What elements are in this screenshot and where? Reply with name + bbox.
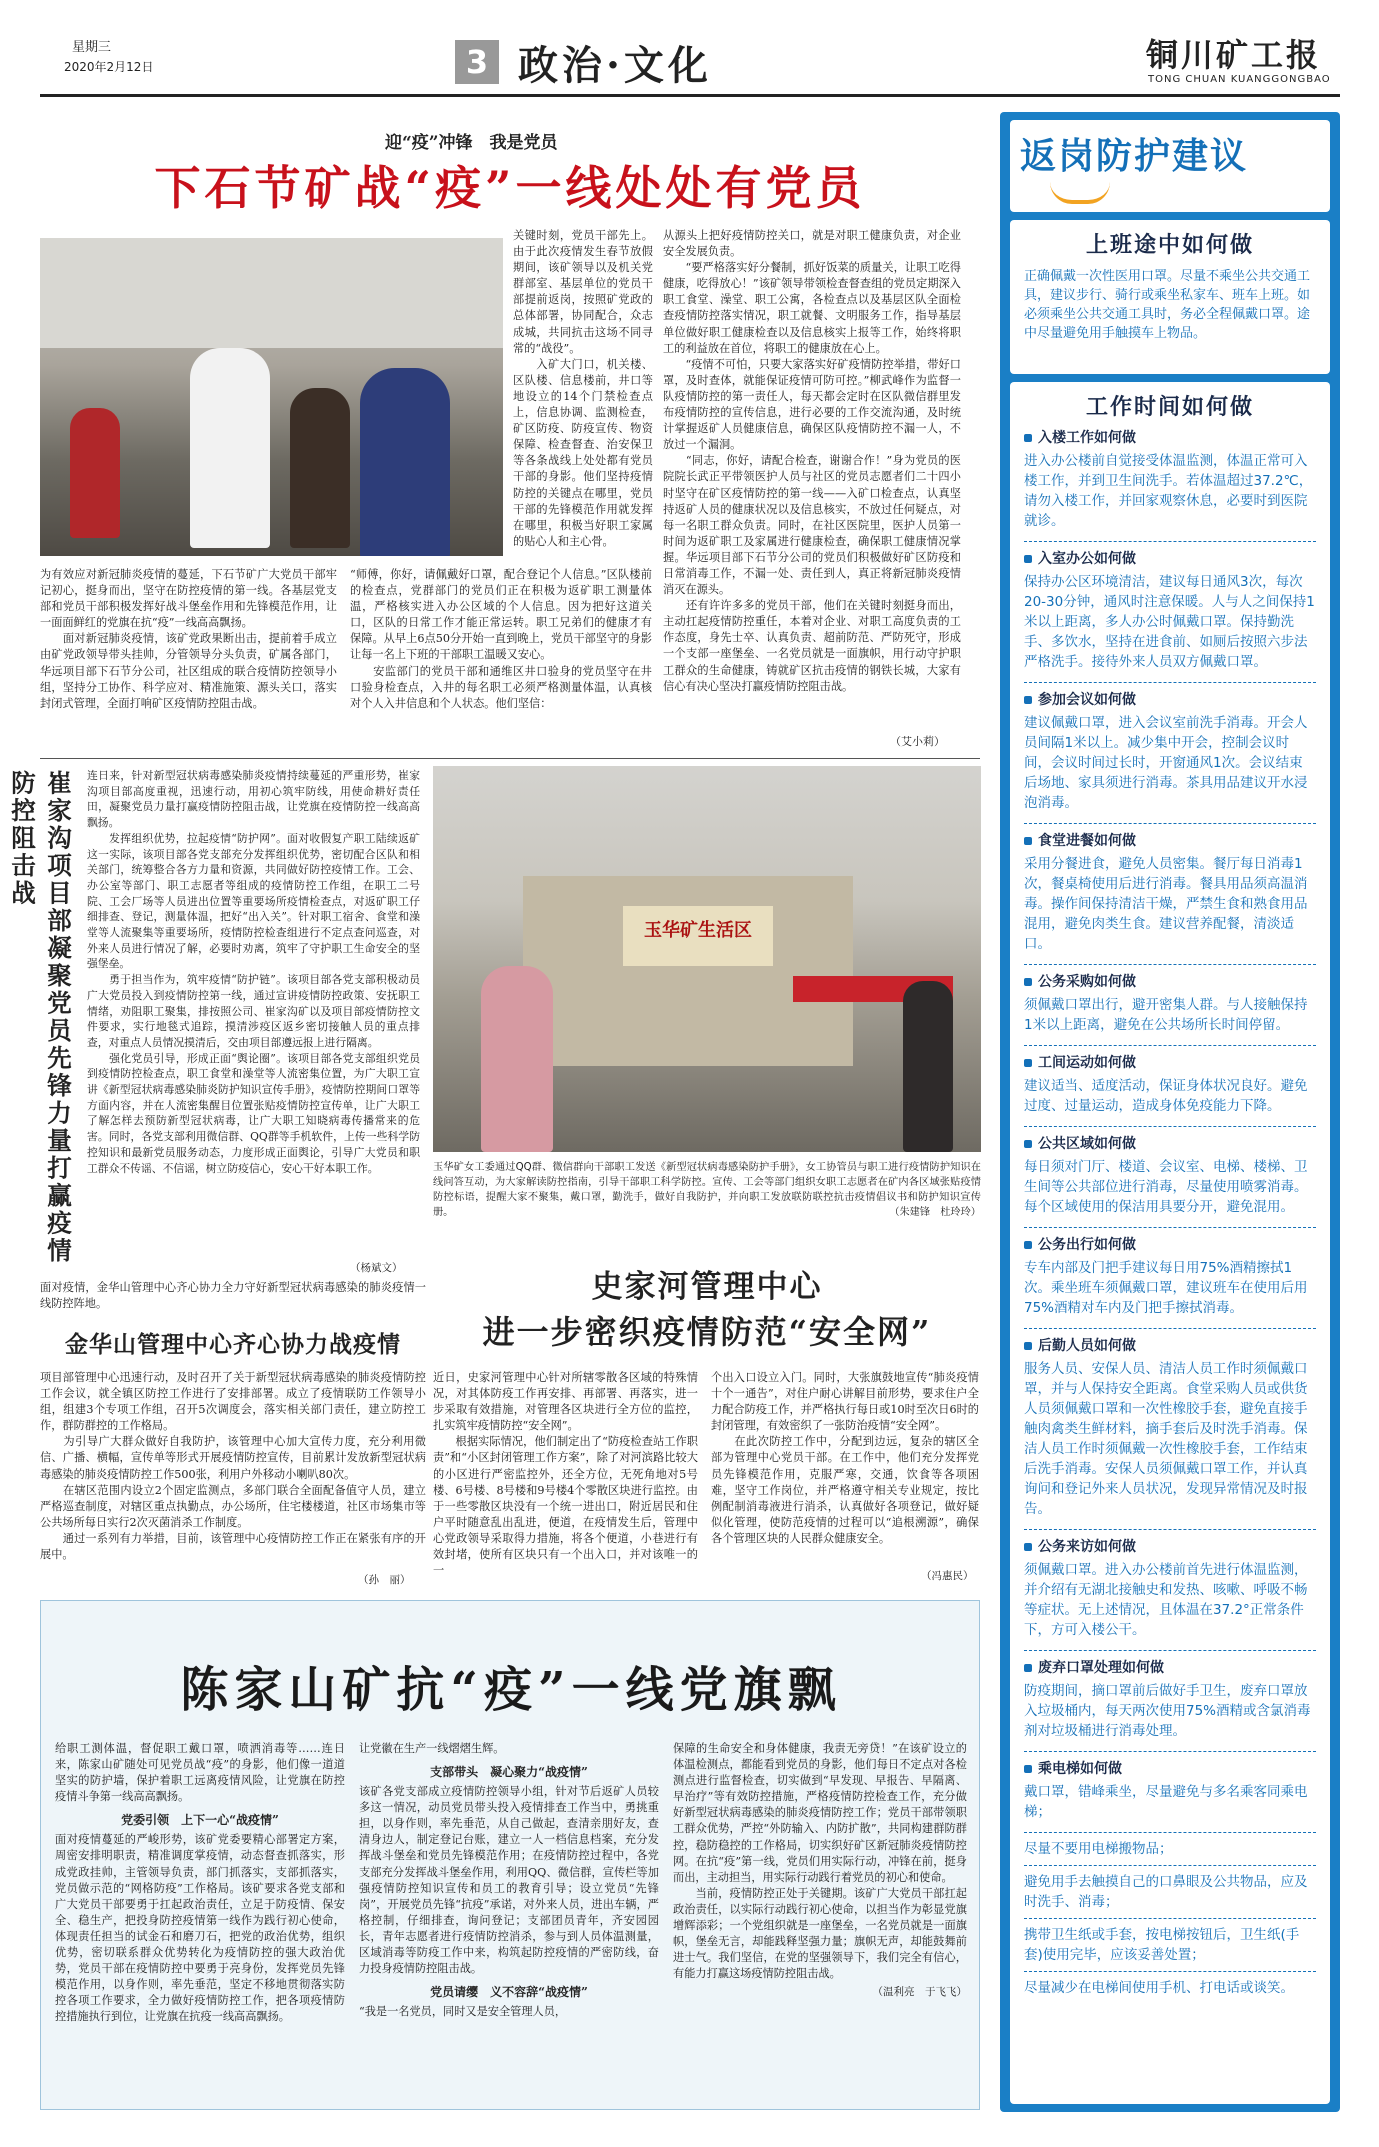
- article-cuijiagou: [8, 764, 426, 1280]
- article-column-c: [673, 1741, 967, 2101]
- byline: （温利亮 于飞飞）: [872, 1986, 967, 1999]
- tip-heading-text: 后勤人员如何做: [1038, 1338, 1136, 1354]
- bullet-icon: [1024, 1241, 1032, 1249]
- sidebar-prevention-tips: [1000, 112, 1340, 2112]
- tip-body: 建议适当、适度活动，保证身体状况良好。避免过度、过量运动，造成身体免疫能力下降。: [1024, 1078, 1308, 1114]
- tip-heading: [1024, 1657, 1316, 1677]
- photo-gate-wall: [523, 876, 853, 1066]
- tip-heading: [1024, 689, 1316, 709]
- article-kicker: 迎“疫”冲锋 我是党员: [385, 133, 558, 153]
- page-header: [0, 0, 1379, 100]
- tip-divider: [1024, 1328, 1316, 1329]
- tip-body: 须佩戴口罩。进入办公楼前首先进行体温监测，并介绍有无湖北接触史和发热、咳嗽、呼吸不畅等症状。无上述情况，且体温在37.2°正常条件下，方可入楼公干。: [1024, 1562, 1308, 1638]
- article-paragraph: 该矿各党支部成立疫情防控领导小组，针对节后返矿人员较多这一情况，动员党员带头投入疫情排查工作当中，勇挑重担，以身作则，率先垂范，从自己做起，查清亲朋好友，查清身边人，制定登记台账，建立一人一档信息档案，充分发挥战斗堡垒和党员先锋模范作用；在疫情防控过程中，各党支部充分发挥战斗堡垒作用，利用QQ、微信群，宣传栏等加强疫情防控知识宣传和员工的教育引导；设立党员“先锋岗”，开展党员先锋“抗疫”承诺，对外来人员，进出车辆，严格控制，仔细排查，询问登记；支部团员青年，齐安园园长，青年志愿者进行疫情防控消杀，参与到人员体温测量，区域消毒等防疫工作中来，构筑起防控疫情的严密防线，奋力投身疫情防控阻击战。: [359, 1785, 659, 1976]
- gate-sign-text: 玉华矿生活区: [644, 920, 752, 941]
- headline-line2: 进一步密织疫情防范“安全网”: [482, 1313, 932, 1351]
- bullet-icon: [1024, 555, 1032, 563]
- tip-heading: [1024, 427, 1316, 447]
- work-section: [1010, 382, 1330, 2104]
- tip-divider: [1024, 1650, 1316, 1651]
- article-chenjiashan: [40, 1600, 980, 2110]
- paper-pinyin: TONG CHUAN KUANGGONGBAO: [1148, 74, 1331, 85]
- photo-caption: [433, 1160, 981, 1246]
- elevator-tip: 尽量减少在电梯间使用手机、打电话或谈笑。: [1024, 1980, 1294, 1996]
- tip-divider: [1024, 1918, 1316, 1919]
- tip-list: [1024, 427, 1316, 1833]
- article-body: 连日来，针对新型冠状病毒感染肺炎疫情持续蔓延的严重形势，崔家沟项目部高度重视，迅速行动，用初心筑牢防线，用使命耕好责任田，凝聚党员力量打赢疫情防控阻击战，让党旗在疫情防控一线高高飘扬。 发挥组织优势，拉起疫情“防护网”。面对收假复产职工陆续返矿这一实际，该项目部各党支部充分发挥组织优势，密切配合区队和相关部门，统筹整合各方力量和资源，共同做好防控疫情工作。工会、办公室等部门、职工志愿者等组成的疫情防控工作组，在职工二号院、工会厂场等人员进出位置等重要场所疫情检查点，对返矿职工仔细排查、登记，测量体温，把好“出入关”。针对职工宿舍、食堂和澡堂等人流聚集等重要场所，疫情防控检查组进行不定点查问巡查，对外来人员进行情况了解，必要时劝离，筑牢了守护职工生命安全的坚强堡垒。 勇于担当作为，筑牢疫情“防护链”。该项目部各党支部积极动员广大党员投入到疫情防控第一线，通过宣讲疫情防控政策、安抚职工情绪，劝阻职工聚集，排按照公司、崔家沟矿以及项目部疫情防控文件要求，实行地毯式追踪，摸清涉疫区返乡密切接触人员的重点排查，对重点人员情况摸清后，交由项目部遵远报上进行隔离。 强化党员引导，形成正面“舆论圈”。该项目部各党支部组织党员到疫情防控检查点，职工食堂和澡堂等人流密集位置，为广大职工宣讲《新型冠状病毒感染肺炎防护知识宣传手册》，疫情防控期间口罩等方面内容，并在人流密集醒目位置张贴疫情防控宣传单，让广大职工了解怎样去预防新型冠状病毒，让广大职工知晓病毒传播常来的危害。同时，各党支部利用微信群、QQ群等手机软件，上传一些科学防控知识和最新党员服务动态，力度形成正面舆论，引导广大党员和职工群众不传谣、不信谣，树立防疫信心，安心干好本职工作。: [87, 769, 420, 1175]
- tip-heading: [1024, 1133, 1316, 1153]
- article-column: 近日，史家河管理中心针对所辖零散各区域的特殊情况，对其体防疫工作再安排、再部署、再落实，进一步采取有效措施，对管理各区块进行全方位的监控，扎实筑牢疫情防控“安全网”。 根据实际情况，他们制定出了“防疫检查站工作职责”和“小区封闭管理工作方案”，除了对河滨路比较大的小区进行严密监控外，还全方位，无死角地对5号楼、6号楼、8号楼和9号楼4个零散区块进行监控。由于一些零散区块没有一个统一进出口，附近居民和住户平时随意乱出乱进，便道，在疫情发生后，管理中心党政领导采取得力措施，将各个便道，小巷进行有效封堵，使所有区块只有一个出入口，并对该唯一的一: [433, 1371, 698, 1578]
- tip-body: 服务人员、安保人员、清洁人员工作时须佩戴口罩，并与人保持安全距离。食堂采购人员或供货人员须佩戴口罩和一次性橡胶手套，避免直接手触肉禽类生鲜材料，摘手套后及时洗手消毒。保洁人员工作时须佩戴一次性橡胶手套，工作结束后洗手消毒。安保人员须佩戴口罩工作，并认真询问和登记外来人员状况，发现异常情况及时报告。: [1024, 1361, 1308, 1517]
- tip-heading-text: 工间运动如何做: [1038, 1055, 1136, 1071]
- caption-byline: （朱建锋 杜玲玲）: [889, 1207, 981, 1218]
- elevator-tips: [1024, 1839, 1316, 1998]
- photo-person-dark: [290, 388, 350, 548]
- photo-person-white: [190, 348, 270, 548]
- tip-heading: [1024, 1234, 1316, 1254]
- article-headline: 陈家山矿抗“疫”一线党旗飘: [180, 1662, 842, 1718]
- tip-heading-text: 废弃口罩处理如何做: [1038, 1660, 1164, 1676]
- article-subheading: 支部带头 凝心聚力“战疫情”: [430, 1765, 588, 1780]
- bullet-icon: [1024, 978, 1032, 986]
- article-paragraph: 保障的生命安全和身体健康，我责无旁贷！”在该矿设立的体温检测点，都能看到党员的身影，他们每日不定点对各检测点进行监督检查，切实做到“早发现、早报告、早隔离、早治疗”等有效防控措施，严格疫情防控检查工作，充分做好新型冠状病毒感染的肺炎疫情防控工作；党员干部带领职工群众优势，严控“外防输入、内防扩散”，共同构建群防群控，稳防稳控的工作格局，切实织好矿区新冠肺炎疫情防控网。在抗“疫”第一线，党员们用实际行动，冲锋在前，挺身而出，主动担当，用实际行动践行着党员的初心和使命。 当前，疫情防控正处于关键期。该矿广大党员干部扛起政治责任，以实际行动践行初心使命，以担当作为彰显党旗增辉添彩；一个党组织就是一座堡垒，一名党员就是一面旗帜，堡垒无言，却能践释坚强力量；旗帜无声，却能鼓舞前进士气。我们坚信，在党的坚强领导下，我们完全有信心，有能力打赢这场疫情防控阻击战。: [673, 1742, 967, 1981]
- article-paragraph: 让党徽在生产一线熠熠生辉。: [359, 1742, 505, 1755]
- tip-heading-text: 食堂进餐如何做: [1038, 833, 1136, 849]
- header-rule: [40, 94, 1340, 97]
- sidebar-title: 返岗防护建议: [1020, 136, 1249, 177]
- tip-divider: [1024, 1126, 1316, 1127]
- tip-body: 建议佩戴口罩，进入会议室前洗手消毒。开会人员间隔1米以上。减少集中开会，控制会议时间，会议时间过长时，开窗通风1次。会议结束后场地、家具须进行消毒。茶具用品建议开水浸泡消毒。: [1024, 715, 1308, 811]
- photo-yuhua-mine: [433, 766, 981, 1152]
- tip-divider: [1024, 1529, 1316, 1530]
- tip-divider: [1024, 1832, 1316, 1833]
- vertical-headline: 崔家沟项目部凝聚党员先锋力量打赢疫情防控阻击战: [8, 770, 73, 1265]
- tip-heading-text: 公务采购如何做: [1038, 974, 1136, 990]
- tip-heading: [1024, 971, 1316, 991]
- article-body: 项目部管理中心迅速行动，及时召开了关于新型冠状病毒感染的肺炎疫情防控工作会议，就全镇区防控工作进行了安排部署。成立了疫情联防工作领导小组，组建3个专项工作组，召开5次调度会，落实相关部门责任，建立防控工作，群防群控的工作格局。 为引导广大群众做好自我防护，该管理中心加大宣传力度，充分利用微信、广播、横幅，宣传单等形式开展疫情防控宣传，目前累计发放新型冠状病毒感染的肺炎疫情防控工作500张，利用户外移动小喇叭80次。 在辖区范围内设立2个固定监测点，多部门联合全面配备值守人员，建立严格巡查制度，对辖区重点执勤点，办公场所，住宅楼楼道，社区市场集市等公共场所每日实行2次灭菌消杀工作制度。 通过一系列有力举措，目前，该管理中心疫情防控工作正在紧张有序的开展中。: [40, 1371, 426, 1562]
- headline-line1: 史家河管理中心: [591, 1269, 823, 1305]
- article-xiashijie: [40, 110, 980, 750]
- article-headline: 金华山管理中心齐心协力战疫情: [65, 1331, 401, 1358]
- article-column: “师傅，你好，请佩戴好口罩，配合登记个人信息。”区队楼前的检查点，党群部门的党员们正在积极为返矿职工测量体温，严格核实进入办公区域的个人信息。因为把好这道关口，区队的日常工作才能正常运转。职工兄弟们的健康才有保障。从早上6点50分开始一直到晚上，党员干部坚守的身影让每一名上下班的干部职工温暖又安心。 安监部门的党员干部和通维区井口验身的党员坚守在井口验身检查点，入井的每名职工必须严格测量体温，认真核对个人入井信息和个人状态。他们坚信：: [350, 568, 652, 710]
- tip-divider: [1024, 964, 1316, 965]
- sidebar-banner: [1010, 120, 1330, 212]
- bullet-icon: [1024, 1543, 1032, 1551]
- bullet-icon: [1024, 1765, 1032, 1773]
- elevator-tip: 尽量不要用电梯搬物品；: [1024, 1841, 1173, 1857]
- tip-heading-text: 公务来访如何做: [1038, 1539, 1136, 1555]
- article-paragraph: “我是一名党员，同时又是安全管理人员，: [359, 2005, 567, 2019]
- article-column-a: [55, 1741, 345, 2101]
- tip-heading-text: 入楼工作如何做: [1038, 430, 1136, 446]
- tip-divider: [1024, 541, 1316, 542]
- tip-heading-text: 乘电梯如何做: [1038, 1761, 1122, 1777]
- section-title: 政治·文化: [518, 42, 712, 89]
- article-column: 个出入口设立入门。同时，大张旗鼓地宣传“肺炎疫情十个一通告”，对住户耐心讲解目前形势，要求住户全力配合防疫工作，并严格执行每日或10时至次日6时的封闭管理，有效密织了一张防治疫情“安全网”。 在此次防控工作中，分配到边远，复杂的辖区全部为管理中心党员干部。在工作中，他们充分发挥党员先锋模范作用，克服严寒，交通，饮食等各项困难，坚守工作岗位，并严格遵守相关专业规定，按比例配制消毒液进行消杀，认真做好各项登记，做好疑似化管理，使防范疫情的过程可以“追根溯源”，确保各个管理区块的人民群众健康安全。: [711, 1371, 979, 1545]
- article-column: 为有效应对新冠肺炎疫情的蔓延，下石节矿广大党员干部牢记初心，挺身而出，坚守在防控疫情的第一线。各基层党支部和党员干部积极发挥好战斗堡垒作用和先锋模范作用，让一面面鲜红的党旗在抗“疫”一线高高飘扬。 面对新冠肺炎疫情，该矿党政果断出击，提前着手成立由矿党政领导带头挂帅，分管领导分头负责，矿属各部门，华远项目部下石节分公司，社区组成的联合疫情防控领导小组，坚持分工协作、科学应对、精准施策、源头关口，落实封闭式管理，全面打响矿区疫情防控阻击战。: [40, 568, 337, 710]
- tip-body: 防疫期间，摘口罩前后做好手卫生，废弃口罩放入垃圾桶内，每天两次使用75%酒精或含氯消毒剂对垃圾桶进行消毒处理。: [1024, 1683, 1311, 1739]
- tip-heading: [1024, 1335, 1316, 1355]
- tip-divider: [1024, 1045, 1316, 1046]
- byline: （艾小莉）: [890, 735, 945, 748]
- tip-body: 专车内部及门把手建议每日用75%酒精擦拭1次。乘坐班车须佩戴口罩，建议班车在使用后用75%酒精对车内及门把手擦拭消毒。: [1024, 1260, 1308, 1316]
- tip-divider: [1024, 1227, 1316, 1228]
- byline: （孙 丽）: [358, 1574, 411, 1586]
- article-shijiahe: [433, 1370, 981, 1592]
- work-title: 工作时间如何做: [1085, 395, 1254, 420]
- article-paragraph: 给职工测体温，督促职工戴口罩，喷洒消毒等……连日来，陈家山矿随处可见党员战“疫”的身影，他们像一道道坚实的防护墙，保护着职工远离疫情风险，让党旗在防控疫情斗争第一线高高飘扬。: [55, 1742, 345, 1804]
- tip-body: 保持办公区环境清洁，建议每日通风3次，每次20-30分钟，通风时注意保暖。人与人之间保持1米以上距离，多人办公时佩戴口罩。保持勤洗手、多饮水，坚持在进食前、如厕后按照六步法严格洗手。接待外来人员双方佩戴口罩。: [1024, 574, 1315, 670]
- bullet-icon: [1024, 837, 1032, 845]
- byline: （杨斌文）: [350, 1262, 403, 1274]
- article-lead: 面对疫情，金华山管理中心齐心协力全力守好新型冠状病毒感染的肺炎疫情一线防控阵地。: [40, 1281, 426, 1311]
- bullet-icon: [1024, 1664, 1032, 1672]
- article-column: 关键时刻，党员干部先上。由于此次疫情发生春节放假期间，该矿领导以及机关党群部室、基层单位的党员干部提前返岗，按照矿党政的总体部署，协同配合，众志成城，共同抗击这场不同寻常的“战役”。 入矿大门口，机关楼、区队楼、信息楼前，井口等地设立的14个门禁检查点上，信息协调、监测检查，矿区防疫、防疫宣传、物资保障、检查督查、治安保卫等各条战线上处处都有党员干部的身影。他们坚持疫情防控的关键点在哪里，党员干部的先锋模范作用就发挥在哪里，积极当好职工家属的贴心人和主心骨。: [513, 229, 653, 548]
- article-subheading: 党员请缨 义不容辞“战疫情”: [430, 1985, 588, 2000]
- tip-divider: [1024, 1865, 1316, 1866]
- photo-person-red: [70, 408, 120, 538]
- byline: （冯惠民）: [921, 1570, 974, 1582]
- article-shijiahe-headline: [433, 1255, 981, 1365]
- caption-text: 玉华矿女工委通过QQ群、微信群向干部职工发送《新型冠状病毒感染防护手册》，女工协管员与职工进行疫情防护知识在线问答互动，为大家解读防控指南，引导干部职工科学防控。宣传、工会等部门组织女职工志愿者在矿内各区域张贴疫情防控标语，提醒大家不聚集，戴口罩，勤洗手，做好自我防护，并向职工发放联防联控抗击疫情倡议书和防护知识宣传册。: [433, 1162, 981, 1218]
- bullet-icon: [1024, 1342, 1032, 1350]
- photo-person-blue: [360, 368, 450, 556]
- photo-temperature-check: [40, 238, 503, 556]
- elevator-tip: 携带卫生纸或手套，按电梯按钮后，卫生纸(手套)使用完毕，应该妥善处置；: [1024, 1927, 1300, 1963]
- tip-heading-text: 公共区域如何做: [1038, 1136, 1136, 1152]
- paper-name: 铜川矿工报: [1146, 36, 1322, 74]
- tip-heading: [1024, 548, 1316, 568]
- tip-divider: [1024, 1751, 1316, 1752]
- tip-heading: [1024, 1052, 1316, 1072]
- article-jinhuashan: [40, 1322, 426, 1590]
- commute-text: 正确佩戴一次性医用口罩。尽量不乘坐公共交通工具，建议步行、骑行或乘坐私家车、班车上班。如必须乘坐公共交通工具时，务必全程佩戴口罩。途中尽量避免用手触摸车上物品。: [1024, 269, 1311, 341]
- tip-heading-text: 参加会议如何做: [1038, 692, 1136, 708]
- article-column: 从源头上把好疫情防控关口，就是对职工健康负责，对企业安全发展负责。 “要严格落实好分餐制，抓好饭菜的质量关，让职工吃得健康，吃得放心！”该矿领导带领检查督查组的党员定期深入职工食堂、澡堂、职工公寓，各检查点以及基层区队全面检查疫情防控落实情况，职工就餐、文明服务工作，指导基层单位做好职工健康检查以及信息核实上报等工作，始终将职工的利益放在首位，将职工的健康放在心上。 “疫情不可怕，只要大家落实好矿疫情防控举措，带好口罩，及时查体，就能保证疫情可防可控。”柳武峰作为监督一队疫情防控的第一责任人，每天都会定时在区队微信群里发布疫情防控的宣传信息，进行必要的工作交流沟通，及时统计掌握返矿人员健康信息，确保区队疫情防控不漏一人，不放过一个漏洞。 “同志，你好，请配合检查，谢谢合作！”身为党员的医院院长武正平带领医护人员与社区的党员志愿者们二十四小时坚守在矿区疫情防控的第一线——入矿口检查点，认真坚持返矿人员的健康状况以及信息核实，不放过任何疑点，对每一名职工群众负责。同时，在社区医院里，医护人员第一时间为返矿职工及家属进行健康检查，确保职工健康情况掌握。华远项目部下石节分公司的党员们积极做好矿区防疫和日常消毒工作，不漏一处、责任到人，真正将新冠肺炎疫情消灭在源头。 还有许许多多的党员干部，他们在关键时刻挺身而出，主动扛起疫情防控重任，本着对企业、对职工高度负责的工作态度，身先士卒、认真负责、超前防范、严防死守，形成一个支部一座堡垒、一名党员就是一面旗帜，用行动守护职工群众的生命健康，铸就矿区抗击疫情的钢铁长城，大家有信心有决心坚决打赢疫情防控阻击战。: [663, 229, 961, 693]
- article-paragraph: 面对疫情蔓延的严峻形势，该矿党委要精心部署定方案，周密安排明职责，精准调度掌疫情，动态督查抓落实，形成党政挂帅，主管领导负责，部门抓落实，支部抓落实，党员做示范的“网格防疫”工作格局。该矿要求各党支部和广大党员干部要勇于扛起政治责任，立足于防疫情、保安全、稳生产，把投身防控疫情第一线作为践行初心使命，体现责任担当的试金石和磨刀石，把党的政治优势，组织优势，密切联系群众优势转化为疫情防控的强大政治优势，党员干部在疫情防控中要勇于亮身份，发挥党员先锋模范作用，以身作则，率先垂范，坚定不移地贯彻落实防控各项工作要求，全力做好疫情防控工作，把各项疫情防控措施执行到位，让党旗在抗疫一线高高飘扬。: [55, 1833, 345, 2024]
- tip-heading-text: 入室办公如何做: [1038, 551, 1136, 567]
- bullet-icon: [1024, 1140, 1032, 1148]
- tip-body: 戴口罩，错峰乘坐，尽量避免与多名乘客同乘电梯；: [1024, 1784, 1308, 1820]
- tip-divider: [1024, 682, 1316, 683]
- photo-sky: [40, 238, 503, 348]
- tip-heading: [1024, 1758, 1316, 1778]
- tip-divider: [1024, 823, 1316, 824]
- issue-date: 2020年2月12日: [64, 60, 154, 74]
- page-number: 3: [455, 40, 499, 84]
- commute-section: [1010, 220, 1330, 374]
- tip-body: 采用分餐进食，避免人员密集。餐厅每日消毒1次，餐桌椅使用后进行消毒。餐具用品须高温消毒。操作间保持清洁干燥，严禁生食和熟食用品混用，避免肉类生食。建议营养配餐，清淡适口。: [1024, 856, 1308, 952]
- article-headline: 下石节矿战“疫”一线处处有党员: [154, 161, 866, 215]
- tip-body: 进入办公楼前自觉接受体温监测，体温正常可入楼工作，并到卫生间洗手。若体温超过37.2℃，请勿入楼工作，并回家观察休息，必要时到医院就诊。: [1024, 453, 1313, 529]
- tip-heading-text: 公务出行如何做: [1038, 1237, 1136, 1253]
- bullet-icon: [1024, 1059, 1032, 1067]
- photo-person-pink: [481, 966, 553, 1152]
- tip-body: 每日须对门厅、楼道、会议室、电梯、楼梯、卫生间等公共部位进行消毒，尽量使用喷雾消毒。每个区域使用的保洁用具要分开，避免混用。: [1024, 1159, 1308, 1215]
- article-column-b: [359, 1741, 659, 2101]
- article-subheading: 党委引领 上下一心“战疫情”: [121, 1813, 279, 1828]
- bullet-icon: [1024, 434, 1032, 442]
- photo-person-dark: [903, 981, 953, 1152]
- divider: [40, 758, 980, 759]
- bullet-icon: [1024, 696, 1032, 704]
- tip-divider: [1024, 1971, 1316, 1972]
- tip-heading: [1024, 830, 1316, 850]
- elevator-tip: 避免用手去触摸自己的口鼻眼及公共物品，应及时洗手、消毒；: [1024, 1874, 1308, 1910]
- tip-body: 须佩戴口罩出行，避开密集人群。与人接触保持1米以上距离，避免在公共场所长时间停留。: [1024, 997, 1308, 1033]
- commute-title: 上班途中如何做: [1085, 233, 1254, 258]
- weekday: 星期三: [72, 40, 112, 55]
- cyclist-icon: [1050, 182, 1110, 204]
- tip-heading: [1024, 1536, 1316, 1556]
